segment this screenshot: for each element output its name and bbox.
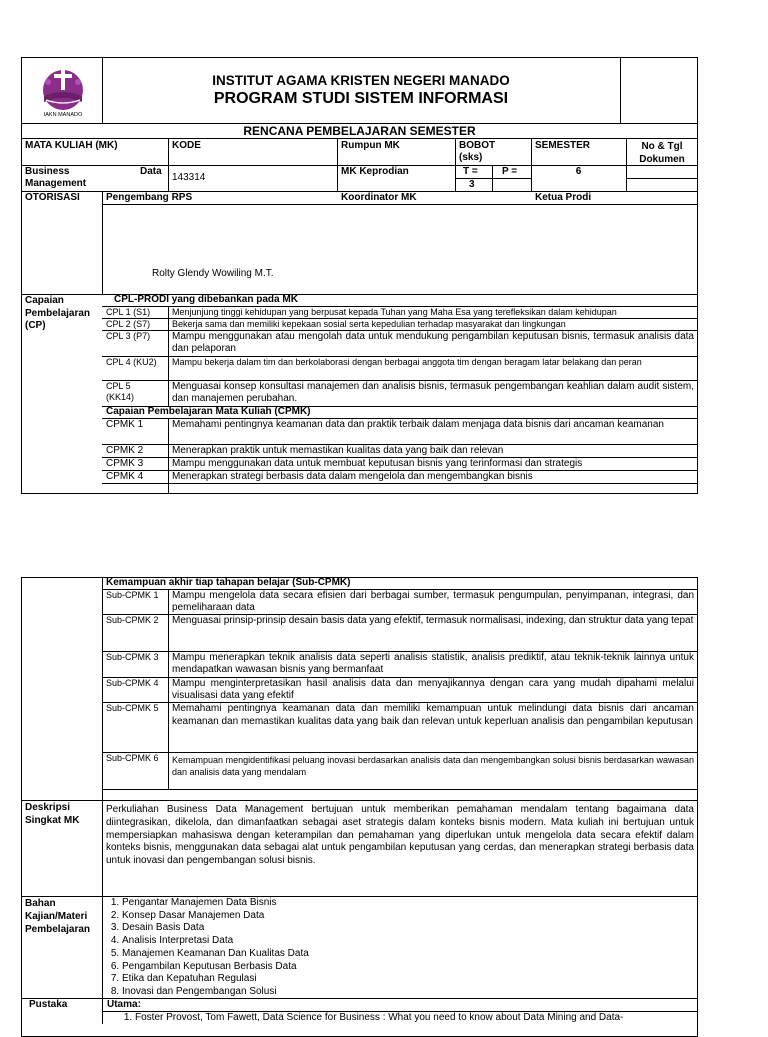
list-item: 8. Inovasi dan Pengembangan Solusi: [122, 986, 694, 999]
semester-value: 6: [575, 166, 582, 177]
subcpmk-code: Sub-CPMK 2: [106, 615, 159, 625]
bahan-list: [104, 897, 694, 999]
pengembang-name: Rolty Glendy Wowiling M.T.: [152, 268, 274, 279]
institution-name: INSTITUT AGAMA KRISTEN NEGERI MANADO: [212, 73, 510, 88]
deskripsi-label: Deskripsi Singkat MK: [25, 802, 80, 826]
logo-text: IAKN MANADO: [43, 112, 83, 118]
cpmk-code: CPMK 4: [106, 471, 144, 482]
list-item: 6. Pengambilan Keputusan Berbasis Data: [122, 961, 694, 974]
subcpmk-text: Memahami pentingnya keamanan data dan memiliki kemampuan untuk melindungi data bisnis dari ancaman keamanan dan memastikan kualitas data yang baik dan relevan untuk keperluan analisis dan pengambilan keputusan: [172, 703, 694, 727]
list-item: 1. Foster Provost, Tom Fawett, Data Science for Business : What you need to know about Data Mining and Data-: [135, 1012, 695, 1025]
rumpun-label: Rumpun MK: [341, 140, 400, 151]
bobot-value: 3: [469, 179, 475, 190]
no-tgl-label: No & Tgl Dokumen: [639, 141, 685, 165]
cpmk-text: Mampu menggunakan data untuk membuat keputusan bisnis yang terinformasi dan strategis: [172, 458, 583, 469]
subcpmk-code: Sub-CPMK 1: [106, 590, 159, 600]
pustaka-list: [105, 1012, 695, 1025]
subcpmk-code: Sub-CPMK 5: [106, 703, 159, 713]
subcpmk-code: Sub-CPMK 3: [106, 652, 159, 662]
koordinator-label: Koordinator MK: [341, 192, 417, 203]
subcpmk-code: Sub-CPMK 6: [106, 753, 159, 763]
list-item: 5. Manajemen Keamanan Dan Kualitas Data: [122, 948, 694, 961]
cpl-code: CPL 3 (P7): [106, 331, 151, 341]
cpmk-code: CPMK 2: [106, 445, 144, 456]
cpmk-text: Memahami pentingnya keamanan data dan praktik terbaik dalam menjaga data bisnis dari ancaman keamanan: [172, 419, 664, 430]
cpl-code: CPL 1 (S1): [106, 307, 151, 317]
subcpmk-text: Mampu menginterpretasikan hasil analisis data dan menyajikannya dengan cara yang mudah dipahami melalui visualisasi data yang efektif: [172, 678, 694, 701]
subcpmk-text: Mampu menerapkan teknik analisis data seperti analisis statistik, analisis prediktif, atau teknik-teknik lainnya untuk mendapatkan wawasan bisnis yang bermanfaat: [172, 652, 694, 675]
semester-label: SEMESTER: [535, 140, 591, 151]
institution-logo: [34, 60, 92, 122]
utama-label: Utama:: [107, 999, 141, 1010]
cp-label: Capaian Pembelajaran (CP): [25, 295, 91, 331]
cpl-heading: CPL-PRODI yang dibebankan pada MK: [114, 294, 298, 305]
cpl-text: Menguasai konsep konsultasi manajemen dan analisis bisnis, termasuk pengembangan keahlian dalam audit sistem, dan manajemen perubahan.: [172, 381, 694, 404]
cpl-text: Mampu menggunakan atau mengolah data untuk mendukung pengambilan keputusan bisnis, termasuk analisis data dan pelaporan: [172, 331, 694, 354]
cpmk-code: CPMK 1: [106, 419, 144, 430]
list-item: 3. Desain Basis Data: [122, 922, 694, 935]
document-title: RENCANA PEMBELAJARAN SEMESTER: [243, 124, 476, 138]
cpl-text: Bekerja sama dan memiliki kepekaan sosial serta kepedulian terhadap masyarakat dan lingkungan: [172, 319, 566, 329]
cpl-code: CPL 2 (S7): [106, 319, 151, 329]
subcpmk-text: Menguasai prinsip-prinsip desain basis data yang efektif, termasuk normalisasi, indexing, dan struktur data yang tepat: [172, 615, 694, 626]
cpmk-text: Menerapkan strategi berbasis data dalam mengelola dan mengembangkan bisnis: [172, 471, 533, 482]
cpmk-heading: Capaian Pembelajaran Mata Kuliah (CPMK): [106, 406, 311, 417]
cpmk-code: CPMK 3: [106, 458, 144, 469]
kode-value: 143314: [172, 172, 206, 183]
p-label: P =: [502, 166, 518, 177]
cpl-code: CPL 4 (KU2): [106, 357, 157, 367]
subcpmk-text: Mampu mengelola data secara efisien dari berbagai sumber, termasuk pengumpulan, penyimpanan, integrasi, dan pemeliharaan data: [172, 590, 694, 613]
mk-name-3: Management: [25, 178, 87, 189]
program-name: PROGRAM STUDI SISTEM INFORMASI: [213, 90, 509, 107]
kode-label: KODE: [172, 140, 201, 151]
subcpmk-text: Kemampuan mengidentifikasi peluang inovasi berdasarkan analisis data dan mengembangkan solusi bisnis berdasarkan wawasan dan analisis data yang mendalam: [172, 755, 694, 777]
mk-name-2: Data: [140, 166, 162, 177]
ketua-prodi-label: Ketua Prodi: [535, 192, 592, 203]
cpl-text: Menjunjung tinggi kehidupan yang berpusat kepada Tuhan yang Maha Esa yang terefleksikan dalam kehidupan: [172, 307, 617, 317]
bobot-label: BOBOT (sks): [459, 140, 496, 163]
list-item: 1. Pengantar Manajemen Data Bisnis: [122, 897, 694, 910]
list-item: 4. Analisis Interpretasi Data: [122, 935, 694, 948]
pengembang-label: Pengembang RPS: [106, 192, 193, 203]
t-label: T =: [463, 166, 478, 177]
pustaka-label: Pustaka: [29, 999, 68, 1010]
mk-label: MATA KULIAH (MK): [25, 140, 118, 151]
cpmk-text: Menerapkan praktik untuk memastikan kualitas data yang baik dan relevan: [172, 445, 504, 456]
list-item: 7. Etika dan Kepatuhan Regulasi: [122, 973, 694, 986]
cpl-code: CPL 5 (KK14): [106, 381, 135, 402]
rumpun-value: MK Keprodian: [341, 166, 409, 177]
otorisasi-label: OTORISASI: [25, 192, 80, 203]
subcpmk-code: Sub-CPMK 4: [106, 678, 159, 688]
bahan-label: Bahan Kajian/Materi Pembelajaran: [25, 898, 91, 935]
mk-name-1: Business: [25, 166, 70, 177]
list-item: 2. Konsep Dasar Manajemen Data: [122, 910, 694, 923]
subcpmk-heading: Kemampuan akhir tiap tahapan belajar (Sub-CPMK): [106, 577, 351, 588]
cpl-text: Mampu bekerja dalam tim dan berkolaborasi dengan berbagai anggota tim dengan beragam latar belakang dan peran: [172, 357, 642, 367]
deskripsi-text: Perkuliahan Business Data Management bertujuan untuk memberikan pemahaman mendalam tentang bagaimana data diintegrasikan, dikelola, dan dimanfaatkan sebagai aset strategis dalam konteks bisnis modern. Mata kuliah ini bertujuan untuk mempersiapkan mahasiswa dengan keterampilan dan pemahaman yang diperlukan untuk mengelola data secara efektif dalam konteks bisnis, menggunakan data sebagai alat untuk pengambilan keputusan yang cerdas, dan menerapkan strategi berbasis data untuk inovasi dan pengembangan solusi bisnis.: [106, 804, 694, 867]
